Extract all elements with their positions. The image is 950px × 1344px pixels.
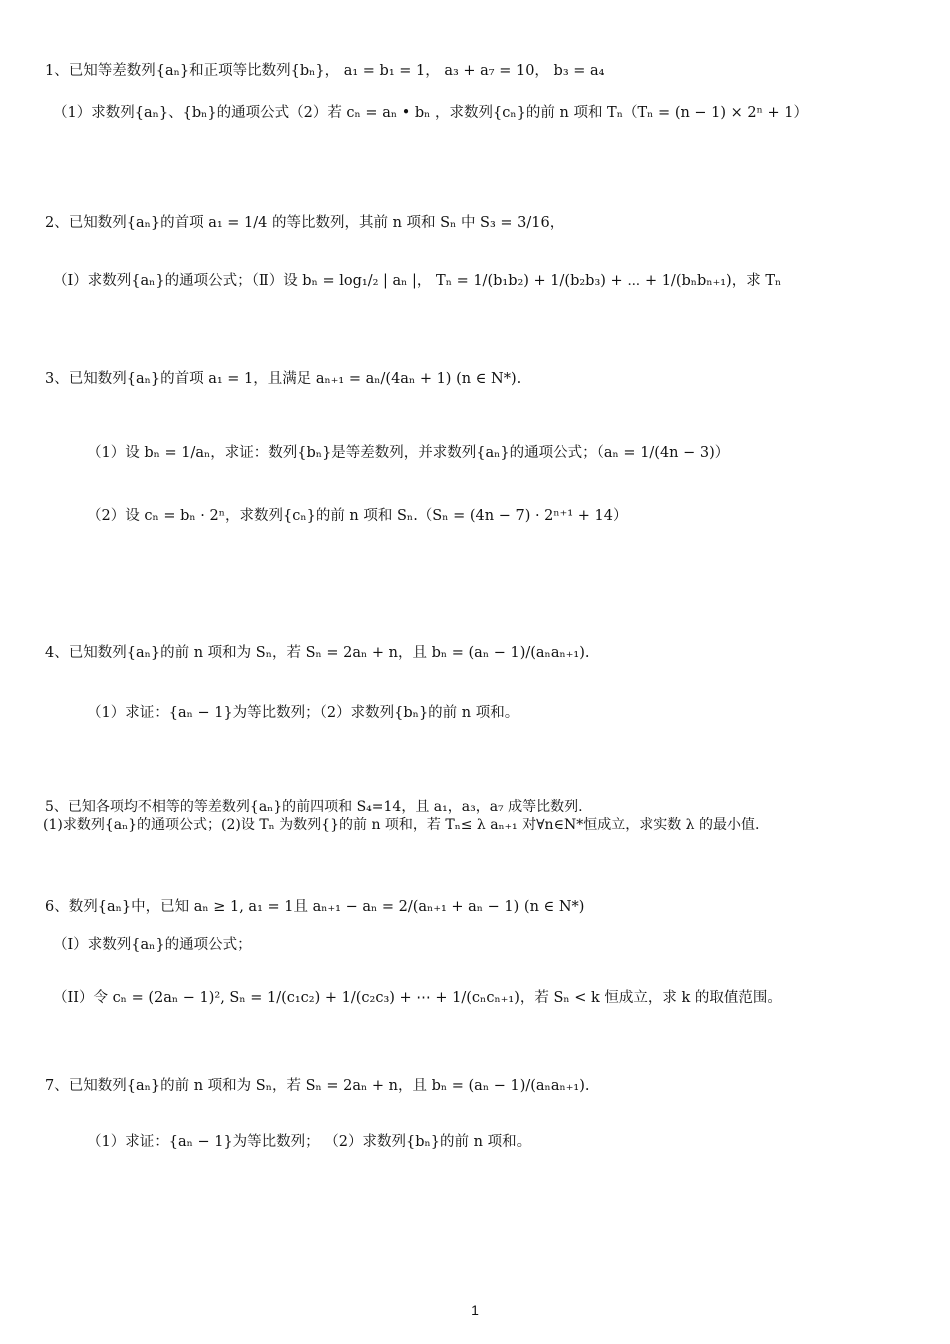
problem-2 [45, 214, 905, 291]
problem-6-part-1: （I）求数列{aₙ}的通项公式； [53, 936, 252, 953]
problem-5 [45, 799, 905, 834]
problem-6 [45, 898, 905, 1009]
problem-3-part-2: （2）设 cₙ = bₙ · 2ⁿ，求数列{cₙ}的前 n 项和 Sₙ.（Sₙ = (4n − 7) · 2ⁿ⁺¹ + 14） [87, 508, 628, 525]
problem-6-statement: 6、数列{aₙ}中，已知 aₙ ≥ 1, a₁ = 1且 aₙ₊₁ − aₙ = 2/(aₙ₊₁ + aₙ − 1) (n ∈ N*) [45, 899, 585, 915]
problem-2-statement: 2、已知数列{aₙ}的首项 a₁ = 1/4 的等比数列，其前 n 项和 Sₙ 中 S₃ = 3/16， [45, 215, 565, 231]
problem-7-part: （1）求证：{aₙ − 1}为等比数列； （2）求数列{bₙ}的前 n 项和。 [87, 1133, 532, 1150]
problem-4-statement: 4、已知数列{aₙ}的前 n 项和为 Sₙ，若 Sₙ = 2aₙ + n，且 bₙ = (aₙ − 1)/(aₙaₙ₊₁). [45, 645, 590, 661]
problem-2-part: （Ⅰ）求数列{aₙ}的通项公式；（Ⅱ）设 bₙ = log₁/₂ | aₙ |， Tₙ = 1/(b₁b₂) + 1/(b₂b₃) + ⋯ + 1/(bₙbₙ₊₁)，求 Tₙ [53, 272, 782, 289]
problem-3 [45, 370, 905, 527]
problem-7-statement: 7、已知数列{aₙ}的前 n 项和为 Sₙ，若 Sₙ = 2aₙ + n，且 bₙ = (aₙ − 1)/(aₙaₙ₊₁). [45, 1078, 590, 1094]
problem-1-statement: 1、已知等差数列{aₙ}和正项等比数列{bₙ}， a₁ = b₁ = 1， a₃ + a₇ = 10， b₃ = a₄ [45, 63, 605, 79]
problem-1 [45, 62, 905, 123]
problem-5-part: (1)求数列{aₙ}的通项公式；(2)设 Tₙ 为数列{}的前 n 项和，若 Tₙ≤ λ aₙ₊₁ 对∀n∈N*恒成立，求实数 λ 的最小值. [43, 816, 760, 833]
problem-3-statement: 3、已知数列{aₙ}的首项 a₁ = 1，且满足 aₙ₊₁ = aₙ/(4aₙ + 1) (n ∈ N*). [45, 371, 522, 387]
problem-6-part-2: （II）令 cₙ = (2aₙ − 1)², Sₙ = 1/(c₁c₂) + 1/(c₂c₃) + ⋯ + 1/(cₙcₙ₊₁)，若 Sₙ < k 恒成立，求 k 的取值范围。 [53, 990, 782, 1007]
problem-4-part: （1）求证：{aₙ − 1}为等比数列；（2）求数列{bₙ}的前 n 项和。 [87, 704, 520, 721]
page-number: 1 [471, 1302, 479, 1318]
problem-4 [45, 644, 905, 723]
problem-1-part: （1）求数列{aₙ}、{bₙ}的通项公式（2）若 cₙ = aₙ • bₙ ，求数列{cₙ}的前 n 项和 Tₙ（Tₙ = (n − 1) × 2ⁿ + 1） [53, 104, 809, 121]
problem-5-statement: 5、已知各项均不相等的等差数列{aₙ}的前四项和 S₄=14，且 a₁，a₃，a₇ 成等比数列. [45, 799, 583, 815]
problem-3-part-1: （1）设 bₙ = 1/aₙ，求证：数列{bₙ}是等差数列，并求数列{aₙ}的通项公式；（aₙ = 1/(4n − 3)） [87, 444, 730, 461]
problem-7 [45, 1077, 905, 1152]
